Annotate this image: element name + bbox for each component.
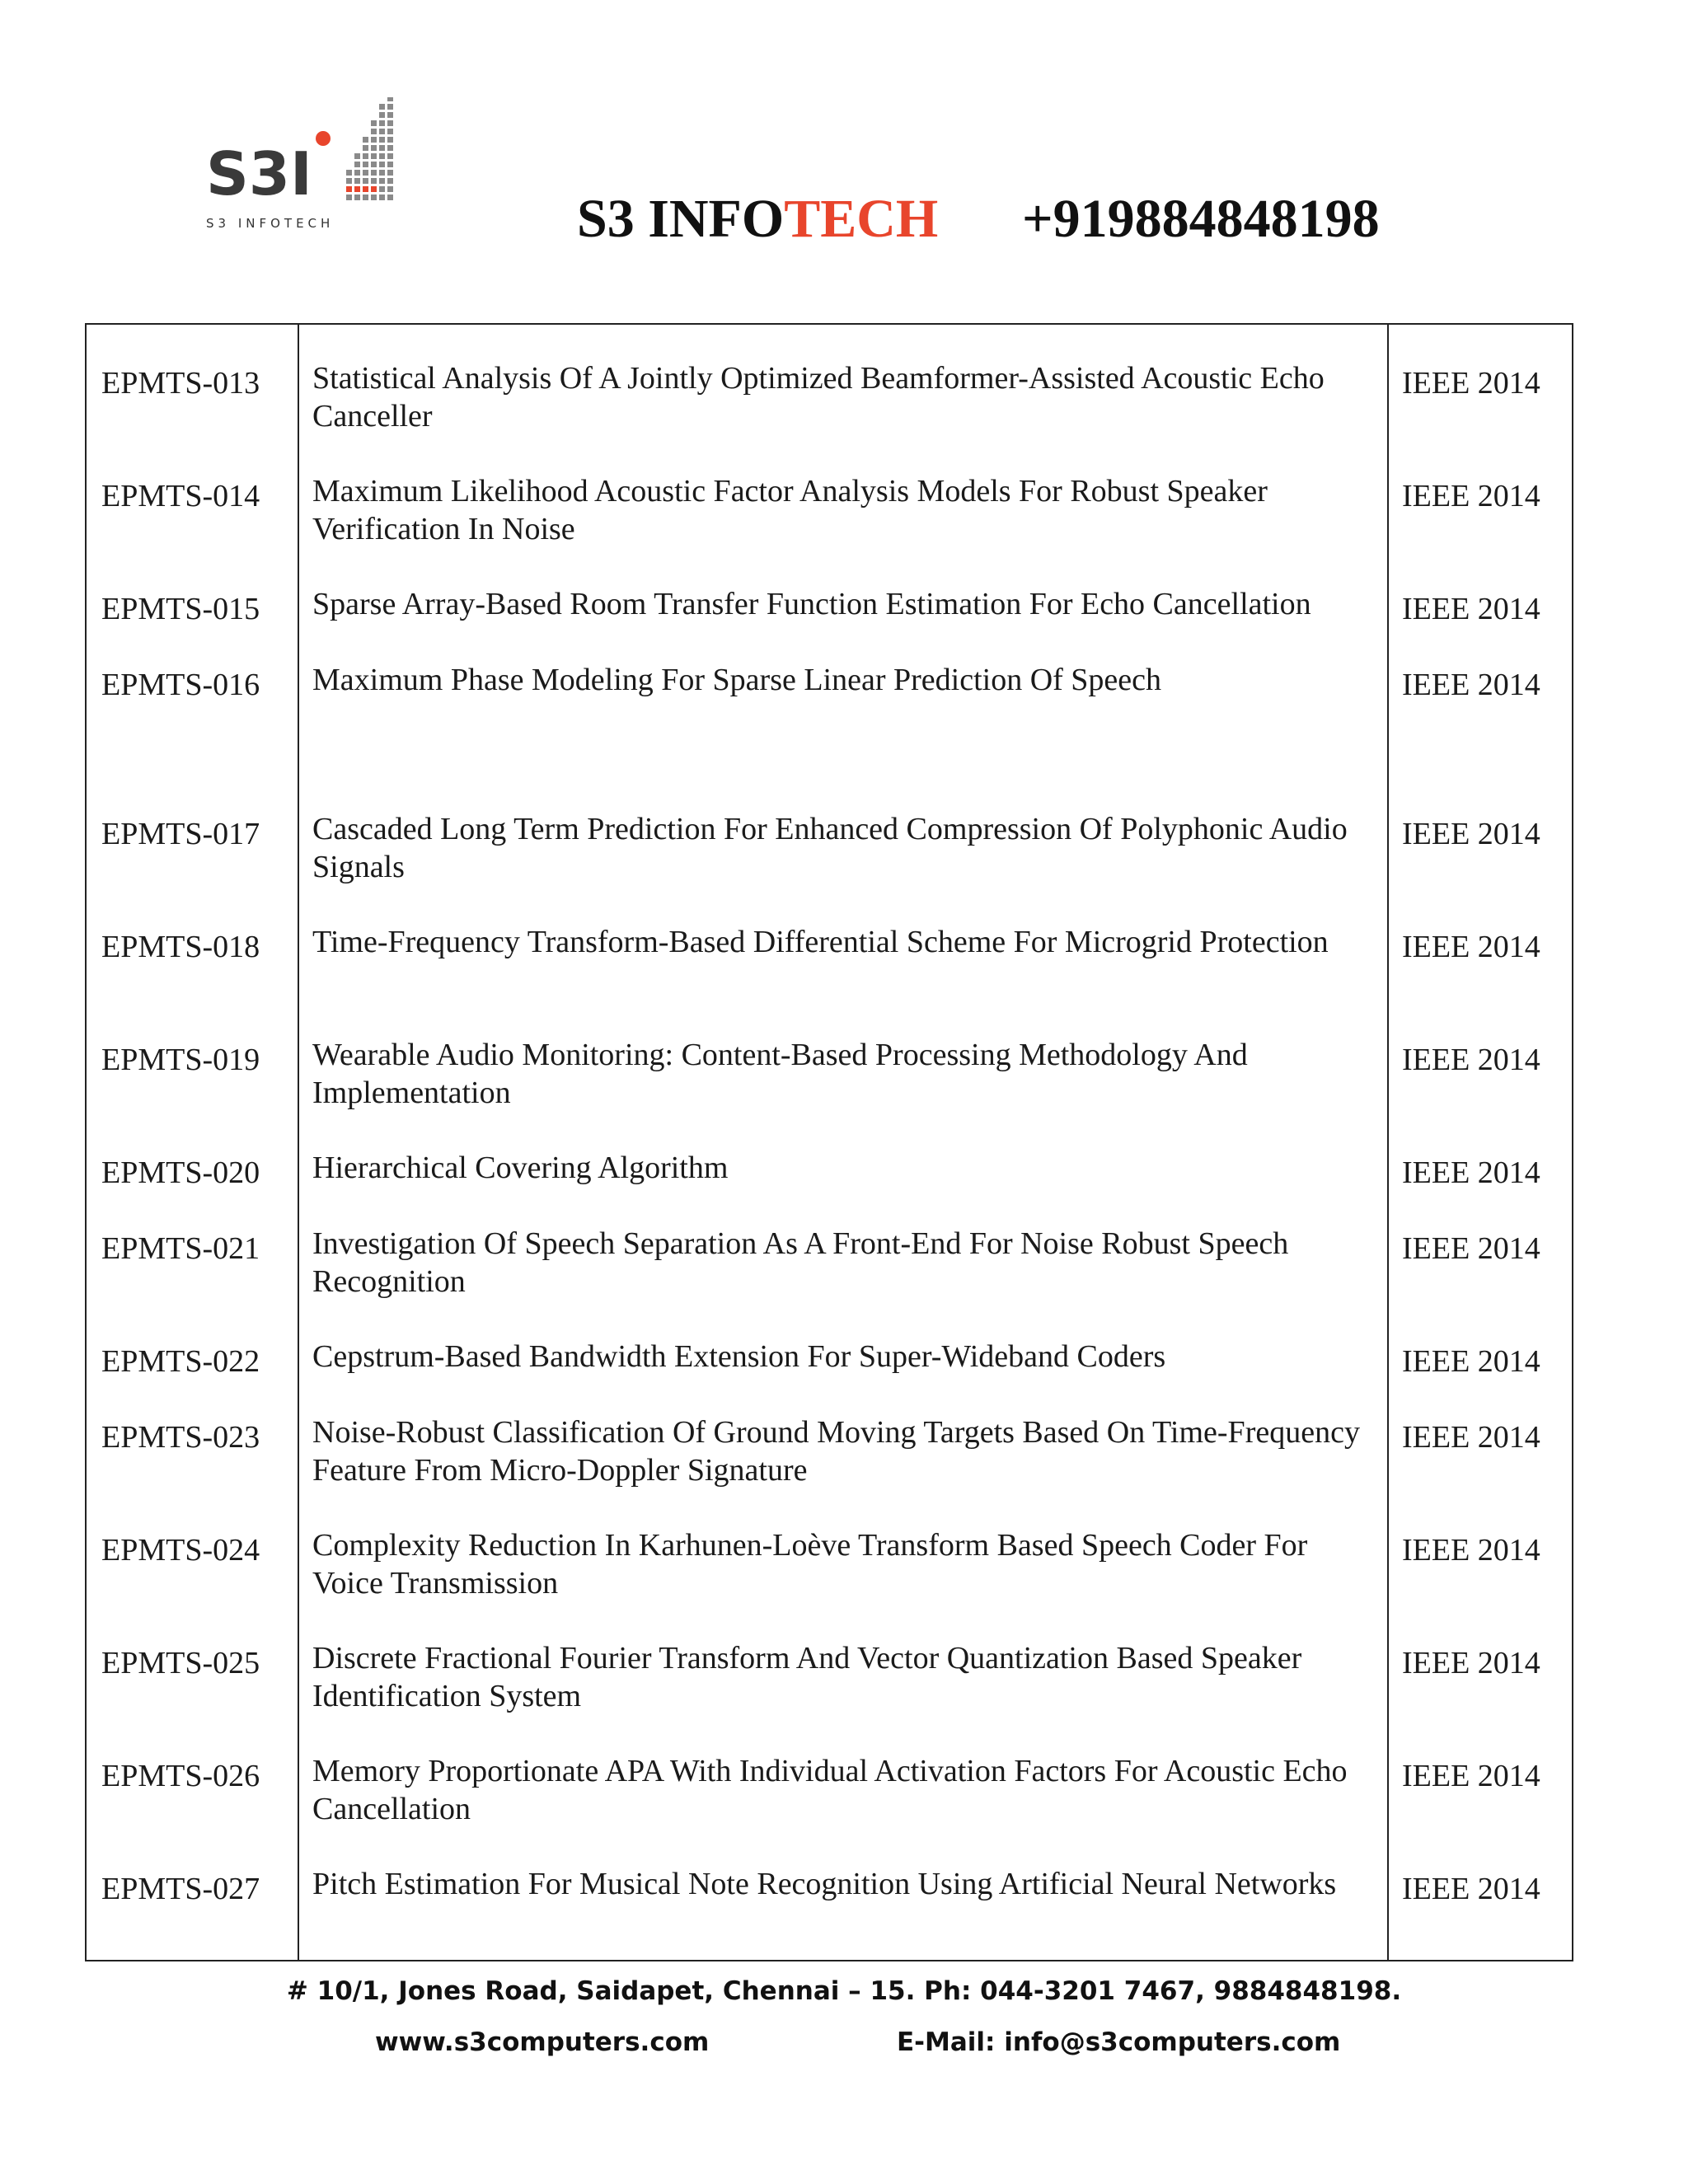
company-name-prefix: S3 INFO: [577, 189, 785, 249]
logo-bar-cell: [379, 137, 385, 143]
logo-bar-cell: [346, 178, 352, 184]
project-title: Time-Frequency Transform-Based Differential Scheme For Microgrid Protection: [312, 925, 1329, 959]
logo-bar-cell: [387, 162, 393, 167]
project-source: IEEE 2014: [1402, 1759, 1540, 1793]
project-source: IEEE 2014: [1402, 1533, 1540, 1568]
project-title: Statistical Analysis Of A Jointly Optimized Beamformer-Assisted Acoustic Echo Canceller: [312, 361, 1325, 434]
project-title: Maximum Phase Modeling For Sparse Linear Prediction Of Speech: [312, 663, 1162, 697]
project-code: EPMTS-020: [101, 1155, 260, 1190]
logo-bar-cell: [371, 194, 377, 200]
project-title: Cascaded Long Term Prediction For Enhanced Compression Of Polyphonic Audio Signals: [312, 812, 1348, 884]
project-code: EPMTS-014: [101, 479, 260, 513]
footer-website-link[interactable]: www.s3computers.com: [375, 2027, 710, 2057]
project-title: Hierarchical Covering Algorithm: [312, 1151, 729, 1185]
project-source: IEEE 2014: [1402, 366, 1540, 401]
logo-bar-cell: [379, 162, 385, 167]
table-column-divider: [298, 325, 299, 1960]
project-code: EPMTS-015: [101, 592, 260, 626]
project-title: Sparse Array-Based Room Transfer Function Estimation For Echo Cancellation: [312, 587, 1311, 621]
logo-bar-cell: [379, 178, 385, 184]
logo-bar-cell: [379, 170, 385, 176]
logo-bar-cell: [387, 178, 393, 184]
project-title: Complexity Reduction In Karhunen-Loève Transform Based Speech Coder For Voice Transmission: [312, 1528, 1308, 1601]
project-title: Cepstrum-Based Bandwidth Extension For Super-Wideband Coders: [312, 1339, 1166, 1374]
project-title: Noise-Robust Classification Of Ground Moving Targets Based On Time-Frequency Feature From Micro-Doppler Signature: [312, 1415, 1360, 1488]
logo-dot: [316, 131, 331, 146]
project-source: IEEE 2014: [1402, 1043, 1540, 1077]
company-name: [577, 188, 938, 251]
project-title: Pitch Estimation For Musical Note Recognition Using Artificial Neural Networks: [312, 1867, 1337, 1901]
logo-bar-cell: [379, 145, 385, 151]
project-source: IEEE 2014: [1402, 668, 1540, 702]
logo-bar-cell: [371, 137, 377, 143]
logo-bar-cell: [379, 104, 385, 110]
table-column-divider: [1387, 325, 1389, 1960]
logo-bar-cell: [379, 186, 385, 192]
logo-bar-cell: [354, 162, 360, 167]
header-phone: +919884848198: [1022, 189, 1380, 249]
project-code: EPMTS-016: [101, 668, 260, 702]
footer-email-link[interactable]: E-Mail: info@s3computers.com: [897, 2027, 1341, 2057]
logo-bar-cell: [379, 120, 385, 126]
logo-bar-cell: [387, 153, 393, 159]
logo-bar-cell: [363, 194, 368, 200]
project-title: Discrete Fractional Fourier Transform And Vector Quantization Based Speaker Identification System: [312, 1641, 1302, 1713]
logo-letters: S3I: [206, 139, 312, 209]
logo-bar-cell: [371, 153, 377, 159]
logo-bar-cell: [379, 194, 385, 200]
logo-bar-cell: [363, 178, 368, 184]
project-source: IEEE 2014: [1402, 1646, 1540, 1680]
logo-bar-cell: [371, 186, 377, 192]
project-source: IEEE 2014: [1402, 1420, 1540, 1455]
project-code: EPMTS-025: [101, 1646, 260, 1680]
project-table: [85, 323, 1573, 1961]
project-code: EPMTS-026: [101, 1759, 260, 1793]
project-source: IEEE 2014: [1402, 1872, 1540, 1906]
logo-bar-cell: [371, 129, 377, 134]
logo-bar-cell: [387, 129, 393, 134]
logo-bar-cell: [387, 120, 393, 126]
logo-bar-cell: [363, 153, 368, 159]
logo-bar-cell: [346, 186, 352, 192]
logo-bar-cell: [363, 170, 368, 176]
project-code: EPMTS-024: [101, 1533, 260, 1568]
project-source: IEEE 2014: [1402, 479, 1540, 513]
logo-bar-cell: [387, 137, 393, 143]
logo-bar-cell: [363, 145, 368, 151]
project-source: IEEE 2014: [1402, 592, 1540, 626]
logo-bar-cell: [379, 129, 385, 134]
project-code: EPMTS-013: [101, 366, 260, 401]
logo-bar-cell: [354, 194, 360, 200]
logo-bar-cell: [354, 170, 360, 176]
logo-bar-cell: [387, 145, 393, 151]
logo-bar-cell: [363, 186, 368, 192]
logo-bar-cell: [387, 112, 393, 118]
project-source: IEEE 2014: [1402, 1344, 1540, 1379]
footer-address: # 10/1, Jones Road, Saidapet, Chennai – 15. Ph: 044-3201 7467, 9884848198.: [286, 1976, 1402, 2006]
project-code: EPMTS-022: [101, 1344, 260, 1379]
logo-bar-cell: [379, 112, 385, 118]
project-source: IEEE 2014: [1402, 1155, 1540, 1190]
logo-bar-cell: [387, 194, 393, 200]
project-source: IEEE 2014: [1402, 1231, 1540, 1266]
project-code: EPMTS-017: [101, 817, 260, 851]
project-title: Maximum Likelihood Acoustic Factor Analysis Models For Robust Speaker Verification In Noise: [312, 474, 1268, 546]
logo-bar-cell: [387, 186, 393, 192]
project-title: Investigation Of Speech Separation As A Front-End For Noise Robust Speech Recognition: [312, 1226, 1289, 1299]
logo-caption: S3 INFOTECH: [206, 216, 335, 231]
logo-bar-cell: [379, 153, 385, 159]
project-source: IEEE 2014: [1402, 817, 1540, 851]
project-title: Wearable Audio Monitoring: Content-Based Processing Methodology And Implementation: [312, 1038, 1248, 1110]
logo-bar-cell: [371, 145, 377, 151]
project-source: IEEE 2014: [1402, 930, 1540, 964]
logo-bar-cell: [363, 162, 368, 167]
logo-bar-cell: [363, 137, 368, 143]
logo-bar-cell: [371, 120, 377, 126]
logo-bar-cell: [354, 153, 360, 159]
logo-bar-cell: [371, 162, 377, 167]
project-code: EPMTS-018: [101, 930, 260, 964]
logo-bar-cell: [387, 97, 393, 101]
project-code: EPMTS-027: [101, 1872, 260, 1906]
logo-bar-cell: [346, 194, 352, 200]
company-name-accent: TECH: [784, 189, 939, 249]
logo-bar-cell: [387, 104, 393, 110]
logo-bar-cell: [387, 170, 393, 176]
project-code: EPMTS-021: [101, 1231, 260, 1266]
logo-graphic: [206, 97, 404, 221]
project-code: EPMTS-019: [101, 1043, 260, 1077]
logo-bar-cell: [354, 178, 360, 184]
logo-bar-cell: [346, 170, 352, 176]
logo-bar-cell: [371, 170, 377, 176]
logo-bar-cell: [371, 178, 377, 184]
project-title: Memory Proportionate APA With Individual Activation Factors For Acoustic Echo Cancellation: [312, 1754, 1348, 1826]
logo-bar-cell: [354, 186, 360, 192]
project-code: EPMTS-023: [101, 1420, 260, 1455]
